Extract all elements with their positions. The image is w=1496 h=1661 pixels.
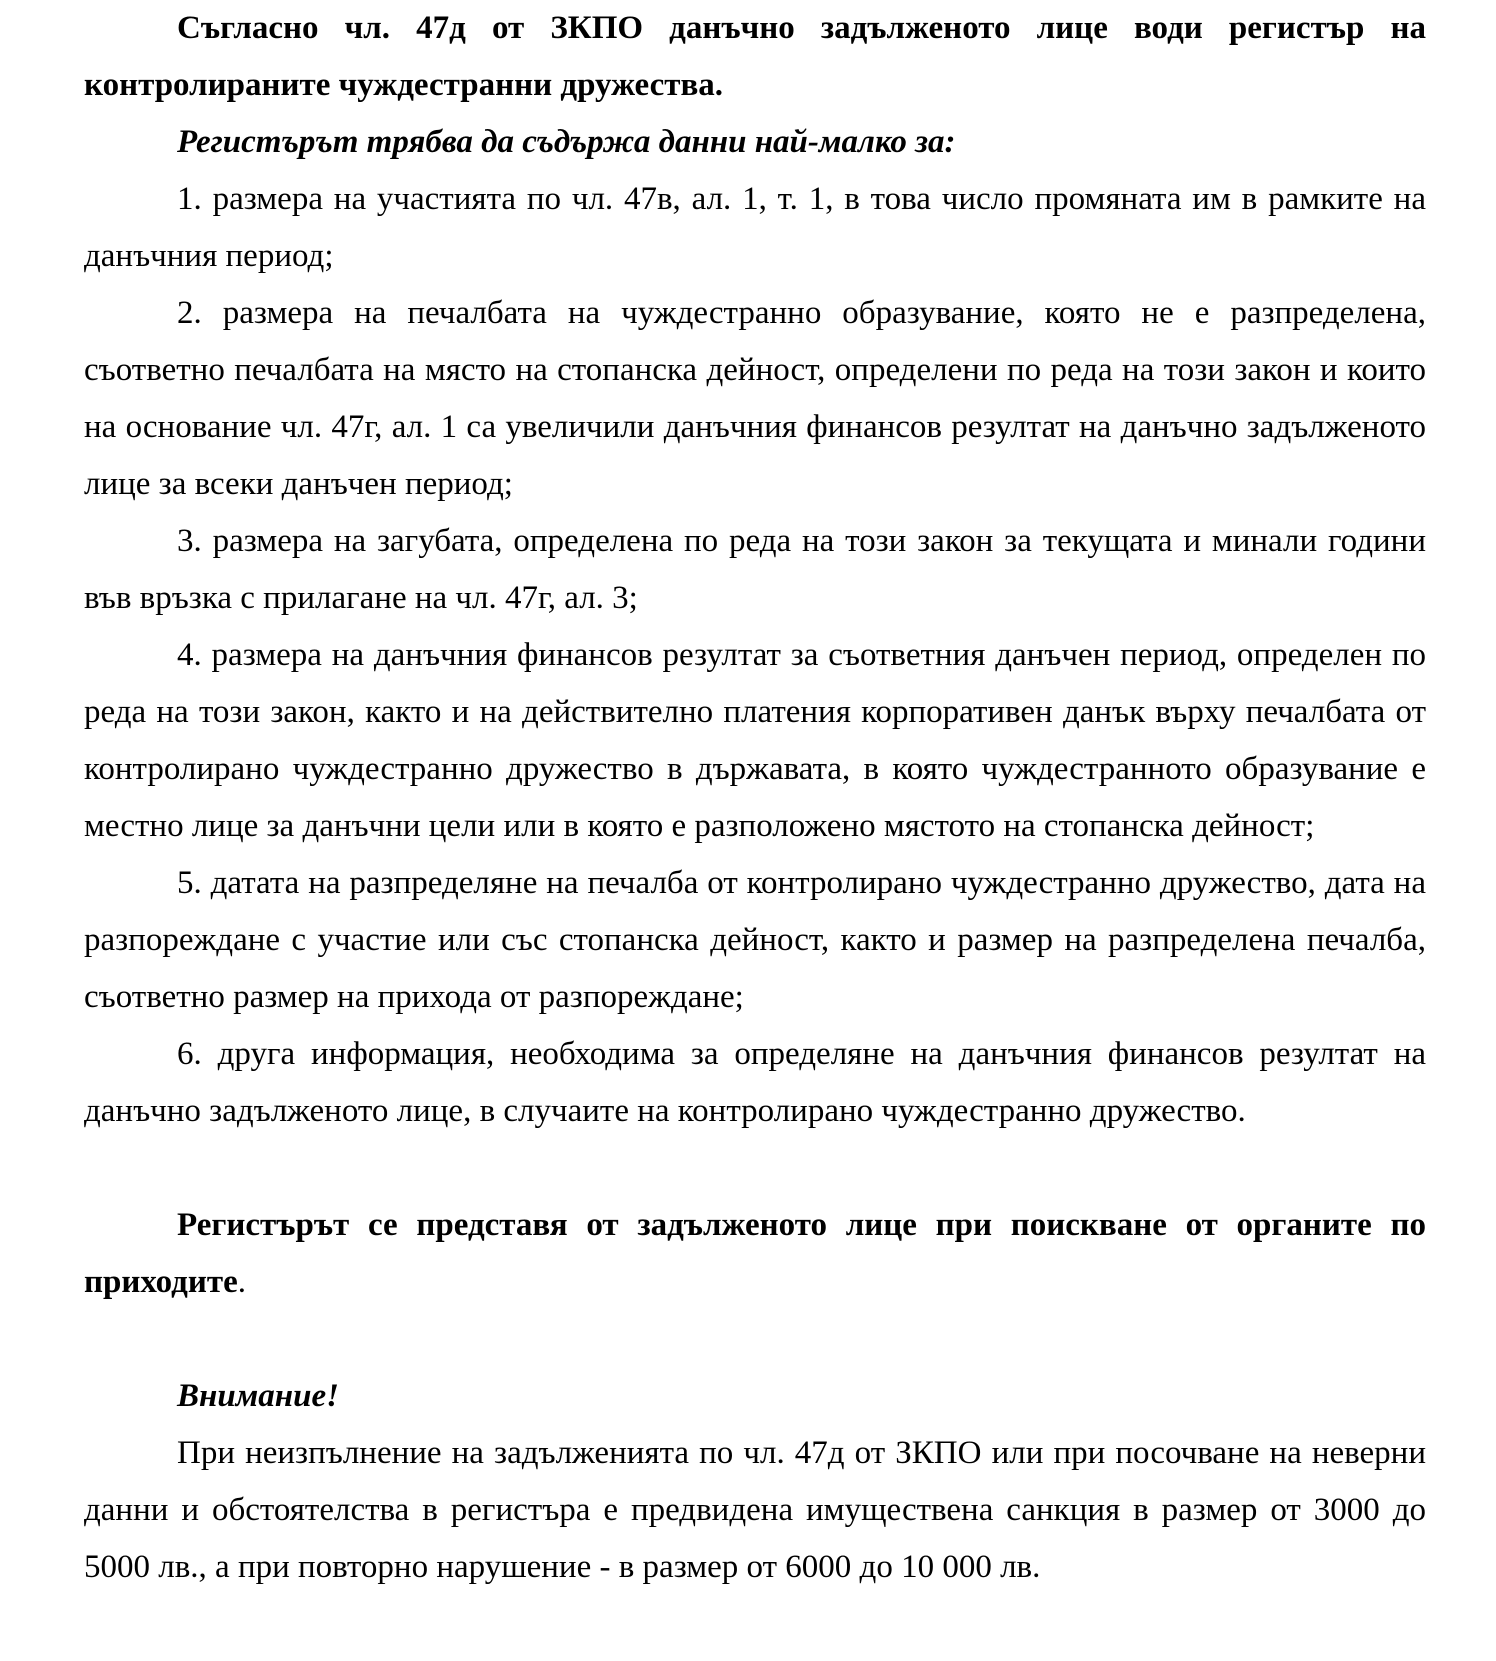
register-presentation-text: Регистърът се представя от задълженото лице при поискване от органите по приходите <box>84 1207 1426 1300</box>
blank-line <box>84 1311 1426 1368</box>
list-item-3: 3. размера на загубата, определена по реда на този закон за текущата и минали години във връзка с прилагане на чл. 47г, ал. 3; <box>84 523 1426 616</box>
attention-heading: Внимание! <box>177 1378 339 1414</box>
list-item-2: 2. размера на печалбата на чуждестранно образувание, която не е разпределена, съответно печалбата на място на стопанска дейност, определени по реда на този закон и които на основание чл. 47г, ал. 1 са увеличили данъчния финансов резултат на данъчно задълженото лице за всеки данъчен период; <box>84 295 1426 502</box>
blank-line <box>84 1140 1426 1197</box>
sentence-period: . <box>237 1264 246 1300</box>
sanction-paragraph: При неизпълнение на задълженията по чл. 47д от ЗКПО или при посочване на неверни данни и обстоятелства в регистъра е предвидена имуществена санкция в размер от 3000 до 5000 лв., а при повторно нарушение - в размер от 6000 до 10 000 лв. <box>84 1435 1426 1585</box>
register-contents-heading: Регистърът трябва да съдържа данни най-малко за: <box>177 124 956 160</box>
list-item-5: 5. датата на разпределяне на печалба от контролирано чуждестранно дружество, дата на разпореждане с участие или със стопанска дейност, както и размер на разпределена печалба, съответно размер на прихода от разпореждане; <box>84 865 1426 1015</box>
list-item-1: 1. размера на участията по чл. 47в, ал. 1, т. 1, в това число промяната им в рамките на данъчния период; <box>84 181 1426 274</box>
list-item-6: 6. друга информация, необходима за определяне на данъчния финансов резултат на данъчно задълженото лице, в случаите на контролирано чуждестранно дружество. <box>84 1036 1426 1129</box>
list-item-4: 4. размера на данъчния финансов резултат за съответния данъчен период, определен по реда на този закон, както и на действително платения корпоративен данък върху печалбата от контролирано чуждестранно дружество в държавата, в която чуждестранното образувание е местно лице за данъчни цели или в която е разположено мястото на стопанска дейност; <box>84 637 1426 844</box>
register-presentation-paragraph <box>84 1197 1426 1311</box>
intro-paragraph: Съгласно чл. 47д от ЗКПО данъчно задълженото лице води регистър на контролираните чуждестранни дружества. <box>84 10 1426 103</box>
